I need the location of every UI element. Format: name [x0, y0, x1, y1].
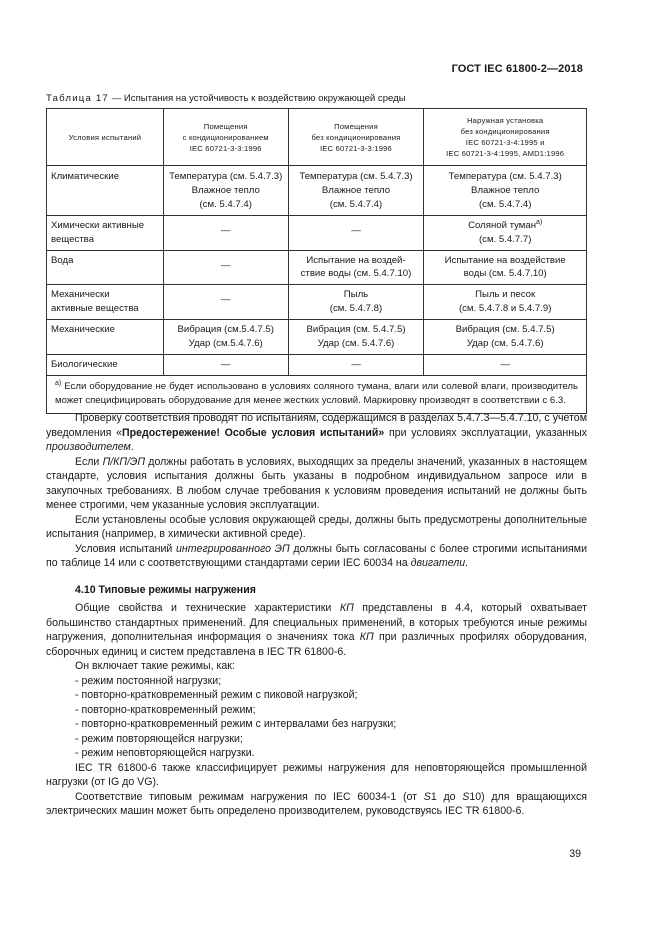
table-row-climatic — [47, 166, 587, 216]
italic-text: КП — [339, 602, 354, 614]
header-text: IEC 60721-3-4:1995, AMD1:1996 — [446, 149, 565, 158]
table-cell — [163, 250, 288, 285]
cell-dash: — — [220, 259, 231, 271]
table-cell — [288, 166, 424, 216]
table-header-row — [47, 109, 587, 166]
paragraph — [46, 790, 587, 819]
cell-text: Вибрация (см. 5.4.7.5) — [455, 324, 555, 336]
list-item: - повторно-кратковременный режим; — [75, 703, 256, 716]
table-row-biological — [47, 354, 587, 375]
cell-text: (см. 5.4.7.4) — [478, 198, 532, 210]
list-item: - повторно-кратковременный режим с пиковой нагрузкой; — [75, 689, 358, 701]
cell-text: Соляной туман — [468, 219, 537, 231]
table-cell — [288, 285, 424, 320]
cell-text: (см. 5.4.7.4) — [199, 198, 252, 210]
cell-text: Влажное тепло — [321, 184, 391, 196]
table-cell — [424, 250, 587, 285]
header-text: IEC 60721-3-4:1995 и — [465, 138, 545, 147]
cell-text: Химически активные — [51, 219, 145, 231]
text: Проверку соответствия проводят по испытаниям, содержащимся в разделах 5.4.7.3—5.4.7.10, с учетом уведомления « — [46, 412, 587, 439]
table-caption — [46, 92, 406, 105]
list-item: - повторно-кратковременный режим с интервалами без нагрузки; — [75, 718, 397, 730]
table-row-chemical — [47, 215, 587, 250]
table-cell — [424, 166, 587, 216]
footnote-mark: а) — [55, 379, 62, 387]
text: 1 до — [430, 790, 463, 803]
text: Общие свойства и технические характеристики — [75, 602, 340, 614]
list-item: - режим повторяющейся нагрузки; — [75, 732, 243, 745]
header-text: с кондиционированием — [182, 132, 269, 142]
table-footnote — [47, 375, 587, 413]
text: должны быть согласованы с более строгими испытаниями по таблице 14 или с соответствующими стандартами серии IEC 60034 на — [46, 542, 587, 569]
bold-text: Предостережение! Особые условия испытаний» — [122, 426, 385, 439]
cell-text: (см. 5.4.7.4) — [329, 198, 383, 210]
cell-text: (см. 5.4.7.8) — [329, 303, 383, 315]
table-caption-text: — Испытания на устойчивость к воздействию окружающей среды — [108, 93, 406, 104]
table-cell: — — [288, 354, 424, 375]
italic-text: двигатели — [410, 557, 466, 569]
section-title: 4.10 Типовые режимы нагружения — [75, 583, 256, 596]
cell-text: Пыль и песок — [475, 289, 536, 301]
header-outdoor-installation — [424, 109, 587, 166]
paragraph — [46, 411, 587, 455]
italic-text: интегрированного ЭП — [176, 542, 290, 555]
cell-text: воды (см. 5.4.7.10) — [463, 268, 547, 280]
cell-text: Влажное тепло — [471, 184, 540, 196]
cell-text: (см. 5.4.7.7) — [478, 233, 532, 245]
table-row-water — [47, 250, 587, 285]
table-cell — [424, 285, 587, 320]
text: . — [130, 441, 134, 453]
text: 10) для вращающихся электрических машин может быть определено производителем, руководствуясь IEC TR 61800-6. — [46, 790, 587, 817]
header-text: без кондиционирования — [311, 132, 401, 142]
italic-text: П/КП/ЭП — [102, 455, 146, 468]
footnote-text: Если оборудование не будет использовано в условиях соляного тумана, влаги или солевой влаги, производитель может специфицировать оборудование для менее жестких условий. Маркировку производят в соответствии с 6.3. — [55, 380, 578, 406]
paragraph: IEC TR 61800-6 также классифицирует режимы нагружения для неповторяющейся промышленной нагрузки (от IG до VG). — [46, 761, 587, 788]
table-cell: — — [424, 354, 587, 375]
table-cell: Климатические — [47, 166, 164, 216]
cell-text: Испытание на воздей- — [306, 254, 406, 266]
body-text — [46, 411, 587, 819]
cell-text: Температура (см. 5.4.7.3) — [448, 171, 562, 182]
paragraph: Он включает такие режимы, как: — [75, 660, 235, 672]
paragraph — [46, 601, 587, 659]
cell-text: вещества — [51, 233, 94, 245]
paragraph — [46, 542, 587, 571]
italic-text: производителем — [46, 441, 131, 453]
header-unconditioned-rooms — [288, 109, 424, 166]
header-text: Помещения — [334, 121, 378, 131]
cell-text — [428, 219, 582, 233]
cell-text: Температура (см. 5.4.7.3) — [169, 171, 283, 182]
cell-dash: — — [220, 294, 231, 306]
cell-text: Вибрация (см. 5.4.7.5) — [306, 324, 406, 336]
header-text: IEC 60721-3-3:1996 — [189, 143, 262, 153]
document-header: ГОСТ IEC 61800-2—2018 — [451, 63, 583, 75]
table-cell: Вода — [47, 250, 164, 285]
header-text: без кондиционирования — [460, 127, 550, 136]
list-item: - режим постоянной нагрузки; — [75, 674, 222, 687]
header-test-conditions: Условия испытаний — [47, 109, 164, 166]
table-cell — [163, 320, 288, 355]
table-cell — [288, 320, 424, 355]
text: должны работать в условиях, выходящих за пределы значений, указанных в настоящем стандарте, условия испытания должны быть указаны в подробном индивидуальном запросе или в закупочных требованиях. В любом случае требования к условиям проведения испытаний не должны быть менее строгими, чем указанные условия эксплуатации. — [46, 455, 587, 511]
text: при различных профилях оборудования, сборочных единиц и систем представлена в IEC TR 61800-6. — [46, 631, 587, 658]
cell-text: Удар (см. 5.4.7.6) — [317, 338, 395, 350]
italic-text: S — [462, 790, 470, 803]
table-footnote-row — [47, 375, 587, 413]
table-cell — [288, 215, 424, 250]
table-cell: Механические — [47, 320, 164, 355]
table-row-mechanical-substances — [47, 285, 587, 320]
header-text: Наружная установка — [467, 116, 544, 125]
text: . — [465, 557, 469, 569]
cell-dash: — — [351, 224, 361, 236]
cell-text: (см. 5.4.7.8 и 5.4.7.9) — [458, 303, 552, 315]
header-text: Помещения — [203, 121, 248, 131]
cell-text: Удар (см. 5.4.7.6) — [466, 338, 544, 350]
italic-text: S — [423, 790, 431, 803]
text: представлены в 4.4, который охватывает большинство стандартных применений. Для специальных применений, в которых требуются иные режимы нагружения, дополнительная информация о значениях тока — [46, 602, 587, 643]
table-cell — [163, 285, 288, 320]
paragraph — [46, 455, 587, 513]
paragraph: Если установлены особые условия окружающей среды, должны быть предусмотрены дополнительные испытания (например, в химически активной среде). — [46, 513, 587, 540]
page-number: 39 — [569, 848, 581, 860]
table-cell — [424, 215, 587, 250]
text: Соответствие типовым режимам нагружения по IEC 60034-1 (от — [75, 790, 424, 803]
cell-text: ствие воды (см. 5.4.7.10) — [300, 268, 412, 280]
table-cell — [163, 166, 288, 216]
footnote-reference: а) — [536, 218, 543, 226]
table-cell: — — [163, 354, 288, 375]
cell-text: Пыль — [343, 289, 369, 301]
table-cell — [47, 285, 164, 320]
table-cell — [288, 250, 424, 285]
table-cell — [47, 215, 164, 250]
list-item: - режим неповторяющейся нагрузки. — [75, 747, 255, 759]
table-cell — [163, 215, 288, 250]
text: при условиях эксплуатации, указанных — [384, 426, 587, 439]
cell-text: активные вещества — [51, 303, 139, 315]
italic-text: КП — [359, 631, 374, 643]
cell-text: Температура (см. 5.4.7.3) — [299, 171, 413, 182]
environment-tests-table — [46, 108, 587, 414]
text: Если — [75, 455, 103, 468]
table-cell: Биологические — [47, 354, 164, 375]
cell-text: Влажное тепло — [191, 184, 260, 196]
cell-text: Удар (см.5.4.7.6) — [188, 338, 263, 350]
header-conditioned-rooms — [163, 109, 288, 166]
table-cell — [424, 320, 587, 355]
table-caption-label: Таблица 17 — [46, 93, 109, 104]
cell-dash: — — [220, 224, 231, 236]
cell-text: Вибрация (см.5.4.7.5) — [177, 324, 274, 336]
header-text: IEC 60721-3-3:1996 — [319, 143, 392, 153]
cell-text: Испытание на воздействие — [444, 254, 566, 266]
text: Условия испытаний — [75, 542, 177, 555]
cell-text: Механически — [51, 289, 110, 301]
table-row-mechanical — [47, 320, 587, 355]
